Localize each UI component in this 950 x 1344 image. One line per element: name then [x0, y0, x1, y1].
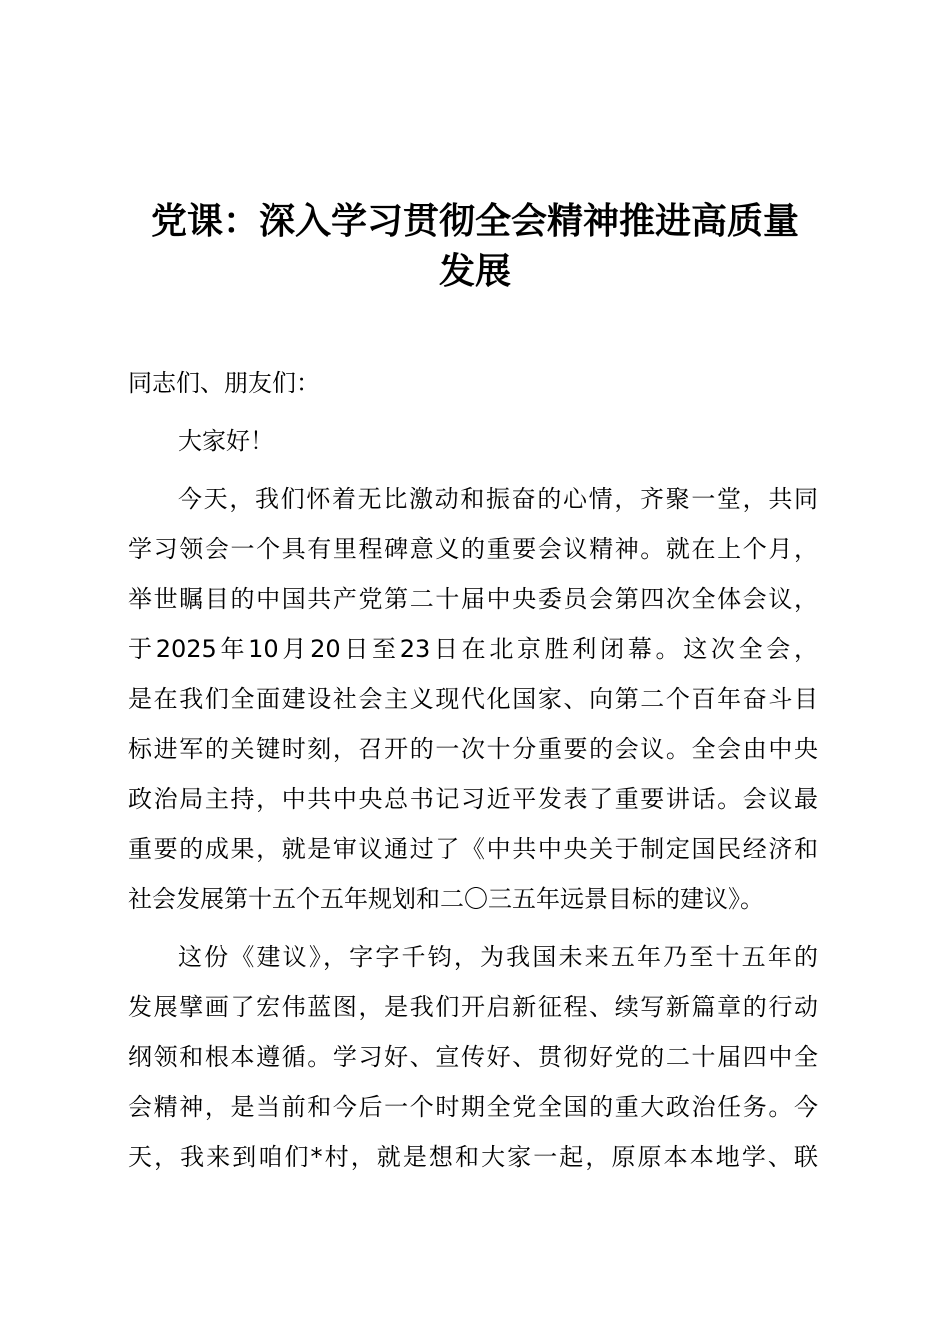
- paragraph-line: 今天，我们怀着无比激动和振奋的心情，齐聚一堂，共同: [178, 485, 818, 513]
- paragraphs: [128, 474, 818, 1182]
- document-title: [0, 197, 950, 297]
- salutation: 同志们、朋友们：: [128, 369, 320, 397]
- paragraph-line: 纲领和根本遵循。学习好、宣传好、贯彻好党的二十届四中全: [128, 1043, 818, 1071]
- paragraph-line: 于2025年10月20日至23日在北京胜利闭幕。这次全会，: [128, 635, 818, 663]
- paragraph-line: 发展擘画了宏伟蓝图，是我们开启新征程、续写新篇章的行动: [128, 993, 818, 1021]
- paragraph-line: 这份《建议》，字字千钧，为我国未来五年乃至十五年的: [178, 943, 818, 971]
- paragraph-line: 重要的成果，就是审议通过了《中共中央关于制定国民经济和: [128, 835, 818, 863]
- title-line: 发展: [438, 251, 511, 292]
- title-line: 党课：深入学习贯彻全会精神推进高质量: [150, 201, 799, 242]
- paragraph-line: 天，我来到咱们*村，就是想和大家一起，原原本本地学、联: [128, 1143, 818, 1171]
- greeting: 大家好！: [178, 427, 274, 455]
- document-body: [128, 358, 818, 1190]
- paragraph: [128, 932, 818, 1182]
- paragraph-line: 政治局主持，中共中央总书记习近平发表了重要讲话。会议最: [128, 785, 818, 813]
- paragraph-line: 学习领会一个具有里程碑意义的重要会议精神。就在上个月，: [128, 535, 818, 563]
- paragraph-line: 社会发展第十五个五年规划和二〇三五年远景目标的建议》。: [128, 885, 764, 913]
- paragraph-line: 标进军的关键时刻，召开的一次十分重要的会议。全会由中央: [128, 735, 818, 763]
- paragraph-line: 会精神，是当前和今后一个时期全党全国的重大政治任务。今: [128, 1093, 818, 1121]
- paragraph: [128, 474, 818, 924]
- paragraph-line: 是在我们全面建设社会主义现代化国家、向第二个百年奋斗目: [128, 685, 818, 713]
- paragraph-line: 举世瞩目的中国共产党第二十届中央委员会第四次全体会议，: [128, 585, 818, 613]
